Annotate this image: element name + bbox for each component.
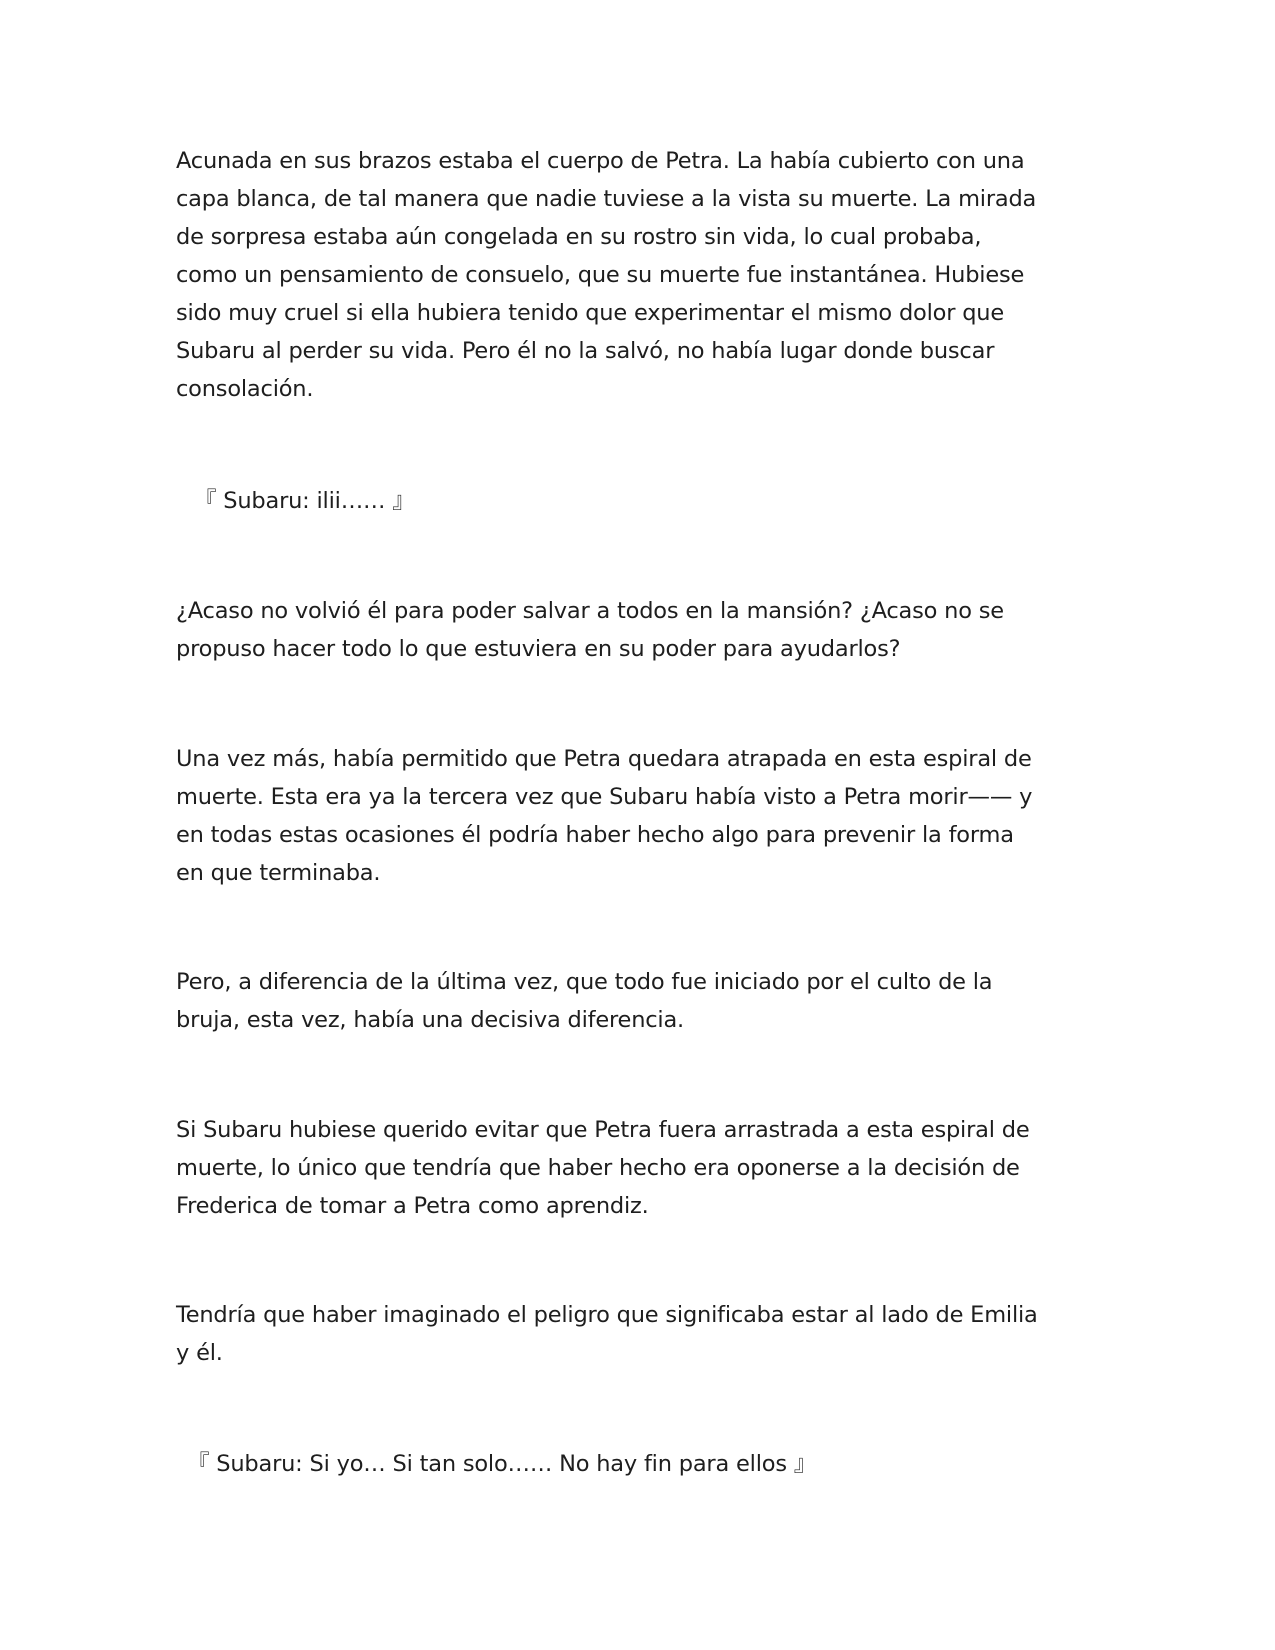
paragraph-2 (176, 592, 1106, 668)
text-line: capa blanca, de tal manera que nadie tuviese a la vista su muerte. La mirada (176, 186, 1037, 212)
text-line: Frederica de tomar a Petra como aprendiz. (176, 1193, 649, 1219)
dialogue-line-2: 『 Subaru: Si yo… Si tan solo…… No hay fin para ellos 』 (187, 1451, 817, 1477)
text-line: en todas estas ocasiones él podría haber hecho algo para prevenir la forma (176, 822, 1014, 848)
paragraph-5 (176, 1111, 1106, 1225)
text-line: sido muy cruel si ella hubiera tenido que experimentar el mismo dolor que (176, 300, 1005, 326)
text-line: Pero, a diferencia de la última vez, que todo fue iniciado por el culto de la (176, 969, 993, 995)
text-line: Si Subaru hubiese querido evitar que Petra fuera arrastrada a esta espiral de (176, 1117, 1030, 1143)
paragraph-4 (176, 963, 1106, 1039)
text-line: muerte, lo único que tendría que haber hecho era oponerse a la decisión de (176, 1155, 1020, 1181)
text-line: muerte. Esta era ya la tercera vez que Subaru había visto a Petra morir—— y (176, 784, 1033, 810)
text-line: Tendría que haber imaginado el peligro que significaba estar al lado de Emilia (176, 1302, 1038, 1328)
text-line: ¿Acaso no volvió él para poder salvar a todos en la mansión? ¿Acaso no se (176, 598, 1004, 624)
text-line: en que terminaba. (176, 860, 381, 886)
text-line: Acunada en sus brazos estaba el cuerpo de Petra. La había cubierto con una (176, 148, 1025, 174)
text-line: de sorpresa estaba aún congelada en su rostro sin vida, lo cual probaba, (176, 224, 982, 250)
text-line: bruja, esta vez, había una decisiva diferencia. (176, 1007, 685, 1033)
dialogue-line-1: 『 Subaru: ilii…… 』 (194, 488, 415, 514)
text-line: Una vez más, había permitido que Petra quedara atrapada en esta espiral de (176, 746, 1032, 772)
paragraph-6 (176, 1296, 1106, 1372)
paragraph-3 (176, 740, 1106, 892)
text-line: consolación. (176, 376, 314, 402)
text-line: y él. (176, 1340, 223, 1366)
text-line: Subaru al perder su vida. Pero él no la salvó, no había lugar donde buscar (176, 338, 995, 364)
text-line: como un pensamiento de consuelo, que su muerte fue instantánea. Hubiese (176, 262, 1025, 288)
text-line: propuso hacer todo lo que estuviera en su poder para ayudarlos? (176, 636, 901, 662)
paragraph-1 (176, 142, 1106, 408)
